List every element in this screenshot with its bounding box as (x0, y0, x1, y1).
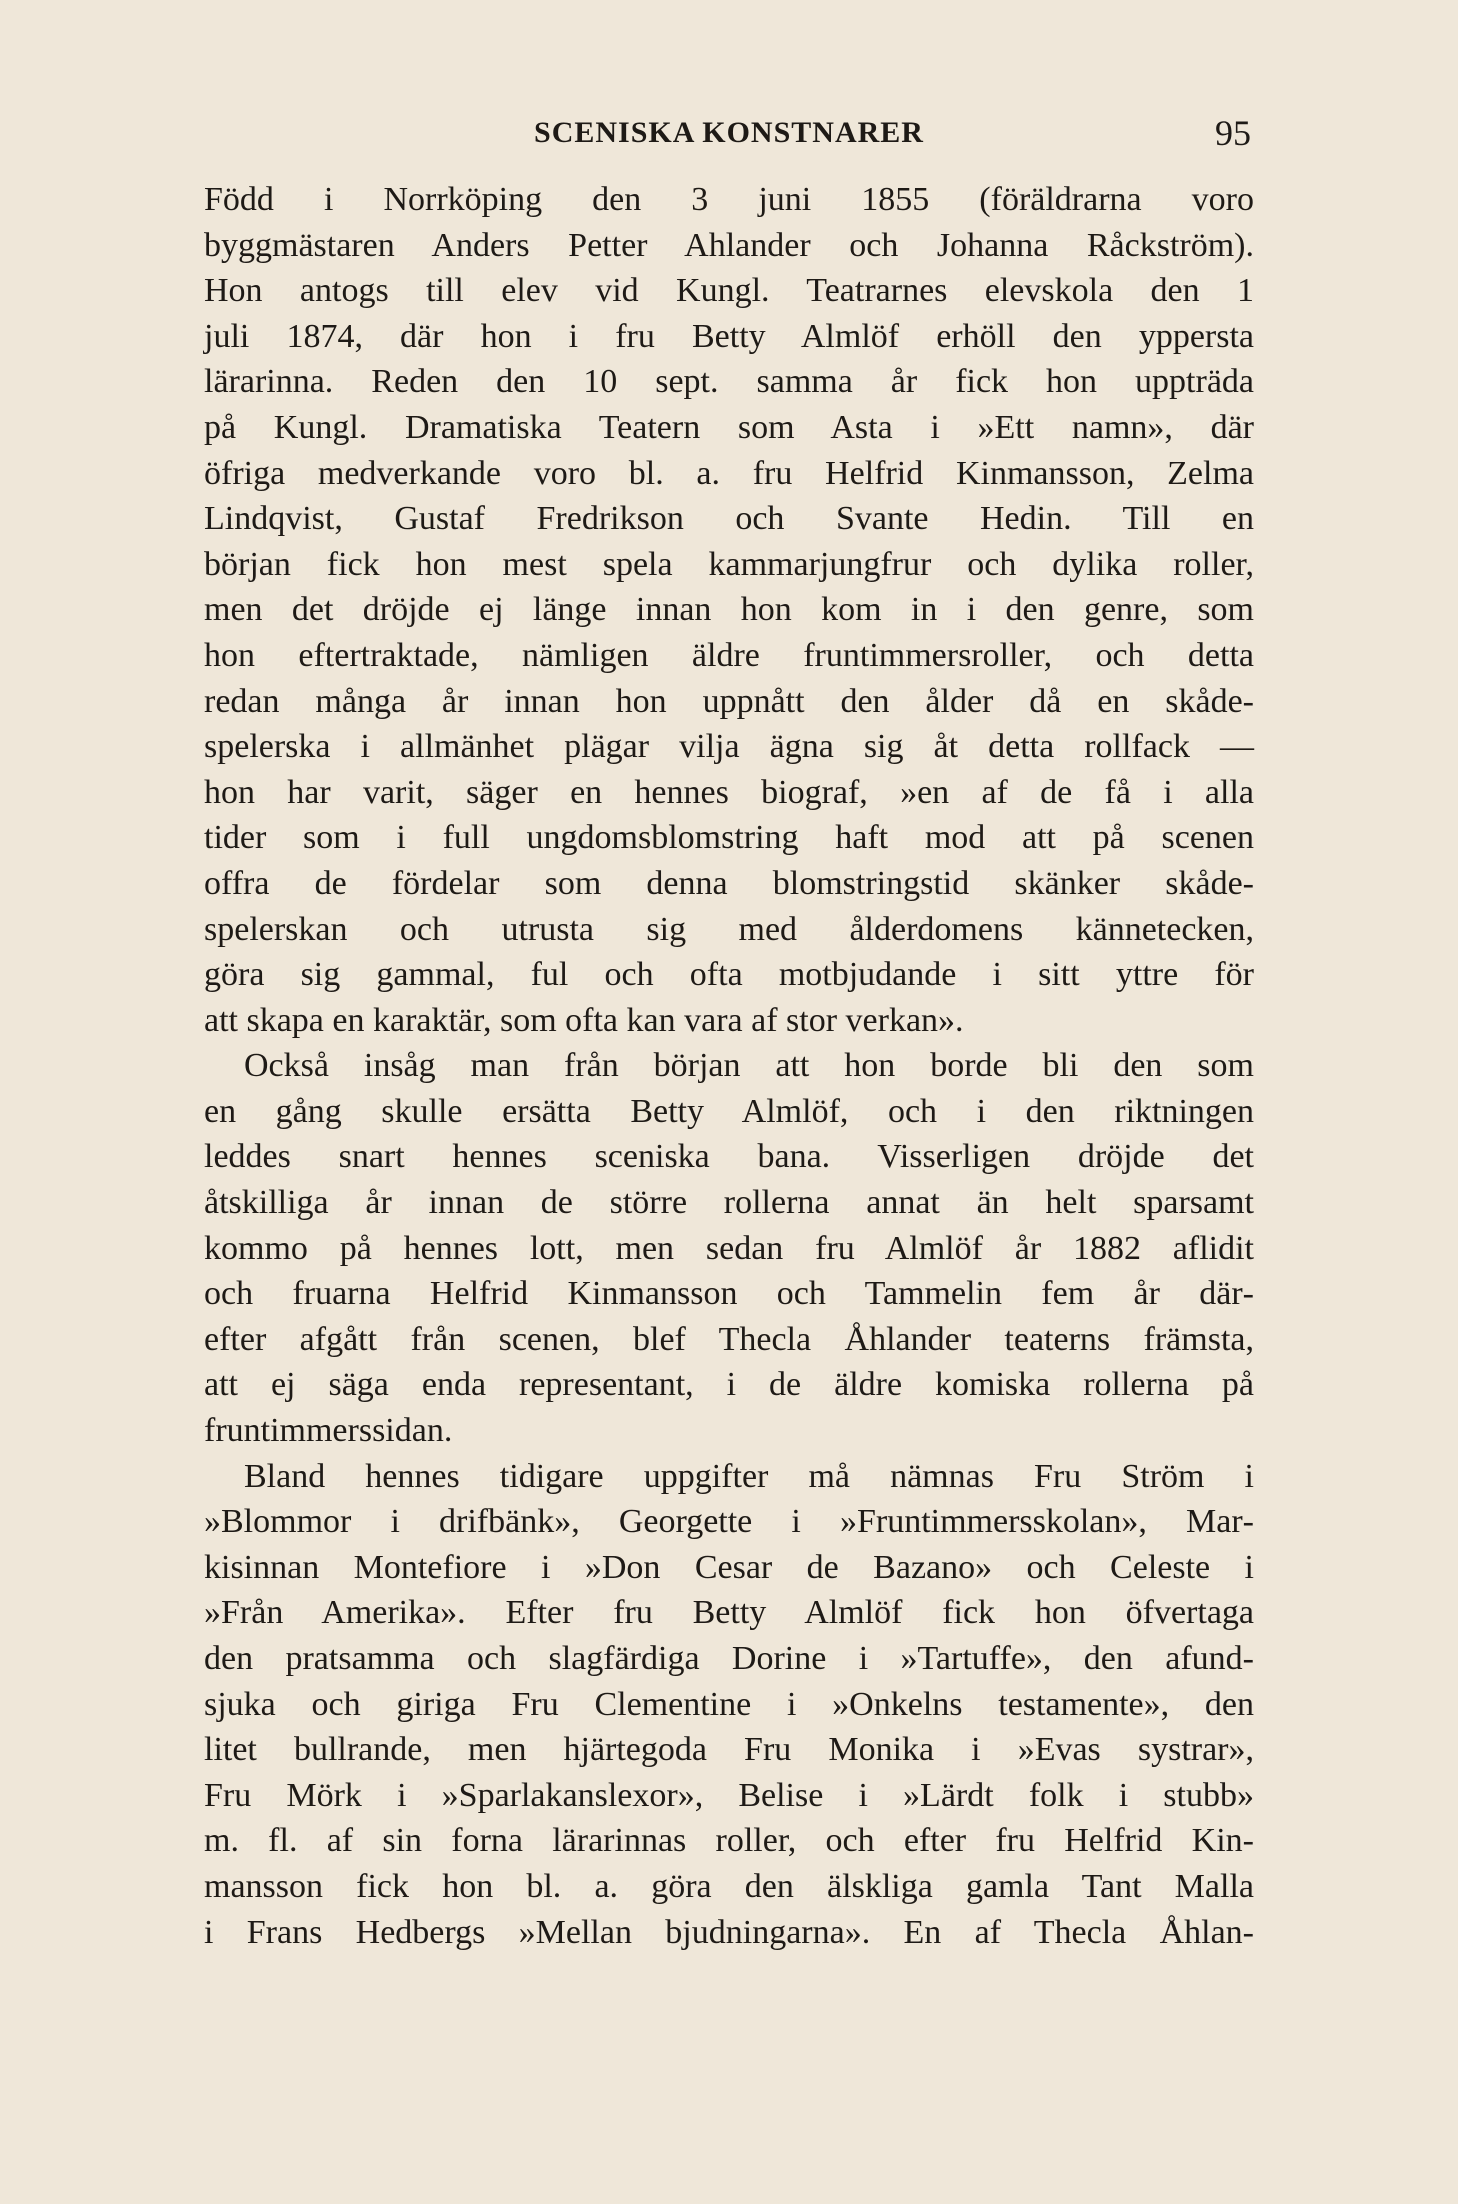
text-line: Fru Mörk i »Sparlakanslexor», Belise i »Lärdt folk i stubb» (204, 1776, 1254, 1814)
text-line: leddes snart hennes sceniska bana. Visserligen dröjde det (204, 1138, 1254, 1176)
running-head (0, 112, 1458, 152)
body-text (204, 177, 1254, 1955)
text-line: början fick hon mest spela kammarjungfrur och dylika roller, (204, 545, 1254, 583)
text-line: Hon antogs till elev vid Kungl. Teatrarnes elevskola den 1 (204, 272, 1254, 310)
text-line: fruntimmerssidan. (204, 1412, 453, 1450)
text-line: tider som i full ungdomsblomstring haft mod att på scenen (204, 819, 1254, 857)
paragraph-2 (204, 1043, 1254, 1453)
text-line: åtskilliga år innan de större rollerna annat än helt sparsamt (204, 1184, 1254, 1222)
text-line: offra de fördelar som denna blomstringstid skänker skåde‑ (204, 864, 1254, 902)
text-line: hon eftertraktade, nämligen äldre fruntimmersroller, och detta (204, 636, 1254, 674)
text-line: och fruarna Helfrid Kinmansson och Tammelin fem år där‑ (204, 1275, 1254, 1313)
text-line: Bland hennes tidigare uppgifter må nämnas Fru Ström i (244, 1457, 1254, 1495)
text-line: hon har varit, säger en hennes biograf, »en af de få i alla (204, 773, 1254, 811)
text-line: efter afgått från scenen, blef Thecla Åhlander teaterns främsta, (204, 1320, 1254, 1358)
text-line: Också insåg man från början att hon borde bli den som (244, 1047, 1254, 1085)
text-line: att ej säga enda representant, i de äldre komiska rollerna på (204, 1366, 1254, 1404)
text-line: den pratsamma och slagfärdiga Dorine i »Tartuffe», den afund‑ (204, 1640, 1254, 1677)
text-line: en gång skulle ersätta Betty Almlöf, och i den riktningen (204, 1092, 1254, 1130)
text-line: spelerskan och utrusta sig med ålderdomens kännetecken, (204, 910, 1254, 948)
text-line: redan många år innan hon uppnått den ålder då en skåde‑ (204, 682, 1254, 720)
text-line: byggmästaren Anders Petter Ahlander och Johanna Råckström). (204, 226, 1254, 264)
text-line: »Blommor i drifbänk», Georgette i »Fruntimmersskolan», Mar‑ (204, 1503, 1254, 1541)
text-line: kisinnan Montefiore i »Don Cesar de Bazano» och Celeste i (204, 1548, 1254, 1586)
text-line: litet bullrande, men hjärtegoda Fru Monika i »Evas systrar», (204, 1731, 1254, 1769)
text-line: Född i Norrköping den 3 juni 1855 (föräldrarna voro (204, 181, 1254, 218)
text-line: öfriga medverkande voro bl. a. fru Helfrid Kinmansson, Zelma (204, 454, 1254, 492)
text-line: Lindqvist, Gustaf Fredrikson och Svante Hedin. Till en (204, 500, 1254, 538)
text-line: att skapa en karaktär, som ofta kan vara af stor verkan». (204, 1001, 964, 1039)
text-line: spelerska i allmänhet plägar vilja ägna sig åt detta rollfack — (204, 728, 1254, 766)
page-number: 95 (1215, 113, 1251, 153)
text-line: sjuka och giriga Fru Clementine i »Onkelns testamente», den (204, 1685, 1254, 1723)
text-line: lärarinna. Reden den 10 sept. samma år fick hon uppträda (204, 363, 1254, 401)
paragraph-1 (204, 177, 1254, 1043)
text-line: mansson fick hon bl. a. göra den älskliga gamla Tant Malla (204, 1867, 1254, 1905)
running-head-title: SCENISKA KONSTNARER (534, 116, 924, 149)
paragraph-3 (204, 1454, 1254, 1956)
text-line: på Kungl. Dramatiska Teatern som Asta i »Ett namn», där (204, 408, 1254, 446)
text-line: m. fl. af sin forna lärarinnas roller, och efter fru Helfrid Kin‑ (204, 1822, 1254, 1860)
text-line: kommo på hennes lott, men sedan fru Almlöf år 1882 aflidit (204, 1229, 1254, 1267)
text-line: »Från Amerika». Efter fru Betty Almlöf fick hon öfvertaga (204, 1594, 1254, 1632)
text-line: men det dröjde ej länge innan hon kom in i den genre, som (204, 591, 1254, 629)
text-line: juli 1874, där hon i fru Betty Almlöf erhöll den yppersta (204, 317, 1254, 355)
text-line: i Frans Hedbergs »Mellan bjudningarna». En af Thecla Åhlan‑ (204, 1913, 1254, 1951)
text-line: göra sig gammal, ful och ofta motbjudande i sitt yttre för (204, 956, 1254, 994)
